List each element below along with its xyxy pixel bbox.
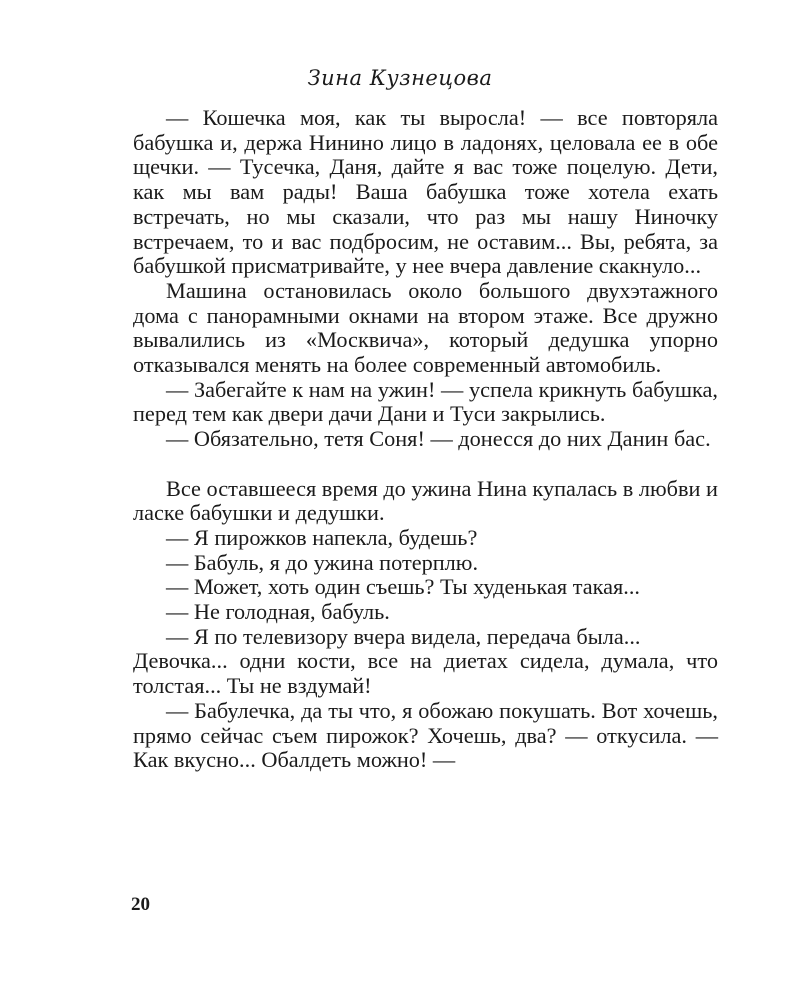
paragraph: Все оставшееся время до ужина Нина купалась в любви и ласке бабушки и дедушки. (133, 475, 718, 526)
paragraph: — Бабулечка, да ты что, я обожаю покушать. Вот хочешь, прямо сейчас съем пирожок? Хочешь, два? — откусила. — Как вкусно... Обалдеть можно! — (133, 697, 718, 773)
paragraph: — Обязательно, тетя Соня! — донесся до них Данин бас. (166, 426, 711, 452)
paragraph: — Может, хоть один съешь? Ты худенькая такая... (166, 574, 640, 600)
paragraph: — Забегайте к нам на ужин! — успела крикнуть бабушка, перед тем как двери дачи Дани и Туси закрылись. (133, 376, 718, 427)
paragraph: Девочка... одни кости, все на диетах сидела, думала, что толстая... Ты не вздумай! (133, 648, 718, 699)
paragraph: — Я пирожков напекла, будешь? (166, 524, 478, 550)
paragraph: Машина остановилась около большого двухэтажного дома с панорамными окнами на втором этаже. Все дружно вывалились из «Москвича», который дедушка упорно отказывался менять на более современный автомобиль. (133, 277, 718, 378)
running-header: Зина Кузнецова (307, 66, 493, 90)
body-text (133, 106, 718, 773)
paragraph: — Бабуль, я до ужина потерплю. (166, 549, 479, 575)
page-number: 20 (131, 894, 150, 915)
paragraph: — Не голодная, бабуль. (166, 599, 390, 625)
paragraph: — Кошечка моя, как ты выросла! — все повторяла бабушка и, держа Нинино лицо в ладонях, целовала ее в обе щечки. — Тусечка, Даня, дайте я вас тоже поцелую. Дети, как мы вам рады! Ваша бабушка тоже хотела ехать встречать, но мы сказали, что раз мы нашу Ниночку встречаем, то и вас подбросим, не оставим... Вы, ребята, за бабушкой присматривайте, у нее вчера давление скакнуло... (133, 105, 718, 279)
paragraph: — Я по телевизору вчера видела, передача была... (166, 623, 641, 649)
